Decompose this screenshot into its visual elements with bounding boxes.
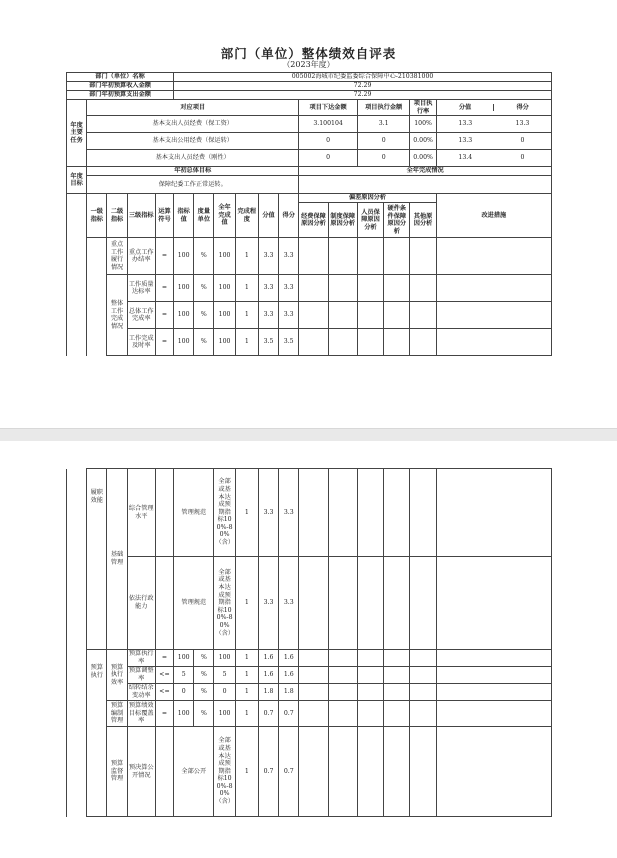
tasks-header-executed: 项目执行金额: [357, 100, 410, 116]
ind-row-result: 1.8: [279, 684, 299, 701]
ind-header-level2: 二级指标: [107, 194, 127, 238]
ind-level2-basic: 基础管理: [107, 469, 127, 650]
ind-row-unit: %: [194, 667, 214, 684]
ind-row-name: 预决算公开情况: [127, 727, 155, 817]
ind-row-actual: 全部或基本达成预期指标100%-80%（含）: [214, 557, 235, 650]
page-title: 部门（单位）整体绩效自评表: [220, 46, 397, 61]
task-result: 0: [520, 137, 525, 145]
ind-row-result: 1.6: [279, 650, 299, 667]
ind-row-unit: %: [194, 650, 214, 667]
ind-level2-key-work: 重点工作履行情况: [107, 238, 127, 275]
ind-row-actual: 100: [214, 275, 235, 302]
ind-row-target: 100: [174, 329, 194, 356]
ind-row-actual: 100: [214, 650, 235, 667]
ind-row-result: 0.7: [279, 727, 299, 817]
ind-row-score: 0.7: [258, 701, 278, 727]
ind-row-score: 1.6: [258, 650, 278, 667]
ind-row-name: 依法行政能力: [127, 557, 155, 650]
ind-row-score: 3.3: [258, 557, 278, 650]
ind-row-result: 3.3: [279, 469, 299, 557]
tasks-header-item: 对应项目: [87, 100, 299, 116]
ind-row-actual: 100: [214, 302, 235, 329]
ind-row-name: 工作质量达标率: [127, 275, 155, 302]
ind-row-degree: 1: [235, 329, 258, 356]
ind-row-degree: 1: [235, 701, 258, 727]
task-executed: 0: [357, 133, 410, 150]
ind-row-actual: 全部或基本达成预期指标100%-80%（含）: [214, 469, 235, 557]
ind-row-result: 3.3: [279, 238, 299, 275]
ind-row-unit: %: [194, 238, 214, 275]
ind-row-result: 3.3: [279, 302, 299, 329]
ind-row-target: 全部公开: [174, 727, 214, 817]
tasks-header-result: 得分: [493, 104, 551, 112]
task-score: 13.3: [458, 120, 473, 128]
ind-row-op: =: [155, 329, 173, 356]
ind-row-score: 3.3: [258, 302, 278, 329]
ind-header-level1: 一级指标: [87, 194, 107, 238]
ind-row-target: 0: [174, 684, 194, 701]
task-score: 13.3: [458, 137, 473, 145]
ind-row-actual: 5: [214, 667, 235, 684]
task-item: 基本支出人员经费（刚性）: [87, 150, 299, 167]
ind-row-degree: 1: [235, 684, 258, 701]
task-item: 基本支出人员经费（保工资）: [87, 116, 299, 133]
task-issued: 3.100104: [299, 116, 358, 133]
ind-level2-efficiency: 预算执行效率: [107, 650, 127, 701]
ind-row-degree: 1: [235, 238, 258, 275]
ind-level2-overall: 整体工作完成情况: [107, 275, 127, 356]
tasks-section-label: 年度主要任务: [67, 100, 87, 167]
ind-row-op: <=: [155, 684, 173, 701]
ind-header-level3: 三级指标: [127, 194, 155, 238]
task-issued: 0: [299, 133, 358, 150]
dept-value: 005002海城市纪委监委综合保障中心-210381000: [174, 73, 552, 82]
task-result: 13.3: [515, 120, 530, 128]
income-value: 72.29: [174, 82, 552, 91]
ind-header-dev-other: 其他原因分析: [410, 203, 436, 238]
ind-row-op: =: [155, 701, 173, 727]
ind-row-op: =: [155, 238, 173, 275]
goals-initial-value: 保障纪委工作正常运转。: [87, 176, 299, 194]
page-one: [0, 0, 617, 428]
task-rate: 0.00%: [410, 150, 436, 167]
ind-row-target: 管理规范: [174, 469, 214, 557]
ind-row-unit: %: [194, 684, 214, 701]
ind-row-unit: %: [194, 302, 214, 329]
page-year: （2023年度）: [282, 60, 335, 69]
ind-level2-preparation: 预算编制管理: [107, 701, 127, 727]
ind-header-dev-hardware: 硬件条件保障原因分析: [384, 203, 410, 238]
task-executed: 3.1: [357, 116, 410, 133]
task-score: 13.4: [458, 154, 473, 162]
ind-header-actual: 全年完成值: [214, 194, 235, 238]
task-executed: 0: [357, 150, 410, 167]
ind-row-degree: 1: [235, 667, 258, 684]
task-issued: 0: [299, 150, 358, 167]
ind-row-degree: 1: [235, 557, 258, 650]
ind-header-dev-system: 制度保障原因分析: [328, 203, 357, 238]
ind-row-score: 3.5: [258, 329, 278, 356]
ind-row-op: =: [155, 275, 173, 302]
evaluation-table-top: [66, 72, 552, 356]
ind-row-op: <=: [155, 667, 173, 684]
task-rate: 0.00%: [410, 133, 436, 150]
ind-row-score: 3.3: [258, 238, 278, 275]
goals-initial-label: 年初总体目标: [87, 167, 299, 176]
ind-row-unit: %: [194, 275, 214, 302]
ind-row-degree: 1: [235, 727, 258, 817]
tasks-header-score: 分值: [458, 103, 472, 111]
ind-row-actual: 100: [214, 701, 235, 727]
ind-row-unit: %: [194, 329, 214, 356]
ind-row-result: 1.6: [279, 667, 299, 684]
ind-row-name: 综合管理水平: [127, 469, 155, 557]
ind-header-deviation: 偏差原因分析: [299, 194, 436, 203]
ind-row-actual: 100: [214, 329, 235, 356]
dept-label: 部门（单位）名称: [67, 73, 174, 82]
ind-row-target: 管理规范: [174, 557, 214, 650]
ind-header-dev-staff: 人员保障原因分析: [357, 203, 383, 238]
ind-row-name: 预算调整率: [128, 667, 154, 682]
expense-value: 72.29: [174, 91, 552, 100]
ind-row-unit: %: [194, 701, 214, 727]
page-two: [0, 441, 617, 858]
ind-header-improve: 改进措施: [436, 194, 551, 238]
ind-row-actual: 100: [214, 238, 235, 275]
ind-row-target: 5: [174, 667, 194, 684]
ind-row-name: 重点工作办结率: [127, 238, 155, 275]
ind-header-result: 得分: [279, 194, 299, 238]
ind-row-result: 3.3: [279, 275, 299, 302]
ind-header-dev-funds: 经费保障原因分析: [299, 203, 328, 238]
ind-row-target: 100: [174, 650, 194, 667]
ind-row-result: 3.5: [279, 329, 299, 356]
ind-row-result: 3.3: [279, 557, 299, 650]
ind-row-target: 100: [174, 275, 194, 302]
goals-completion-value: [299, 176, 552, 194]
ind-row-op: =: [155, 650, 173, 667]
ind-level2-supervision: 预算监督管理: [107, 727, 127, 817]
ind-row-op: =: [155, 302, 173, 329]
ind-row-result: 0.7: [279, 701, 299, 727]
ind-row-name: 总体工作完成率: [127, 302, 155, 329]
ind-header-score: 分值: [258, 194, 278, 238]
task-rate: 100%: [410, 116, 436, 133]
ind-row-score: 0.7: [258, 727, 278, 817]
ind-row-score: 1.6: [258, 667, 278, 684]
income-label: 部门年初预算收入金额: [67, 82, 174, 91]
ind-row-target: 100: [174, 238, 194, 275]
goals-section-label: 年度目标: [67, 167, 87, 194]
ind-row-degree: 1: [235, 302, 258, 329]
tasks-header-rate: 项目执行率: [410, 100, 436, 116]
ind-level1-performance: 履职效能: [87, 469, 107, 650]
ind-row-score: 3.3: [258, 469, 278, 557]
ind-row-target: 100: [174, 302, 194, 329]
task-result: 0: [520, 154, 525, 162]
ind-header-op: 运算符号: [155, 194, 173, 238]
ind-row-name: 结转结余变动率: [128, 684, 154, 699]
ind-row-name: 工作完成及时率: [127, 329, 155, 356]
page-break: [0, 428, 617, 442]
ind-row-score: 1.8: [258, 684, 278, 701]
ind-row-score: 3.3: [258, 275, 278, 302]
ind-row-degree: 1: [235, 275, 258, 302]
ind-row-actual: 0: [214, 684, 235, 701]
ind-row-name: 预算绩效目标覆盖率: [127, 701, 155, 727]
ind-row-degree: 1: [235, 469, 258, 557]
ind-row-name: 预算执行率: [128, 650, 154, 665]
ind-row-target: 100: [174, 701, 194, 727]
task-item: 基本支出公用经费（保运转）: [87, 133, 299, 150]
ind-header-target: 指标值: [174, 194, 194, 238]
tasks-header-issued: 项目下达金额: [299, 100, 358, 116]
ind-row-actual: 全部或基本达成预期指标100%-80%（含）: [214, 727, 235, 817]
ind-header-unit: 度量单位: [194, 194, 214, 238]
ind-header-degree: 完成程度: [235, 194, 258, 238]
goals-completion-label: 全年完成情况: [299, 167, 552, 176]
ind-row-degree: 1: [235, 650, 258, 667]
ind-level1-budget: 预算执行: [87, 650, 107, 817]
expense-label: 部门年初预算支出金额: [67, 91, 174, 100]
evaluation-table-continued: [66, 468, 552, 817]
